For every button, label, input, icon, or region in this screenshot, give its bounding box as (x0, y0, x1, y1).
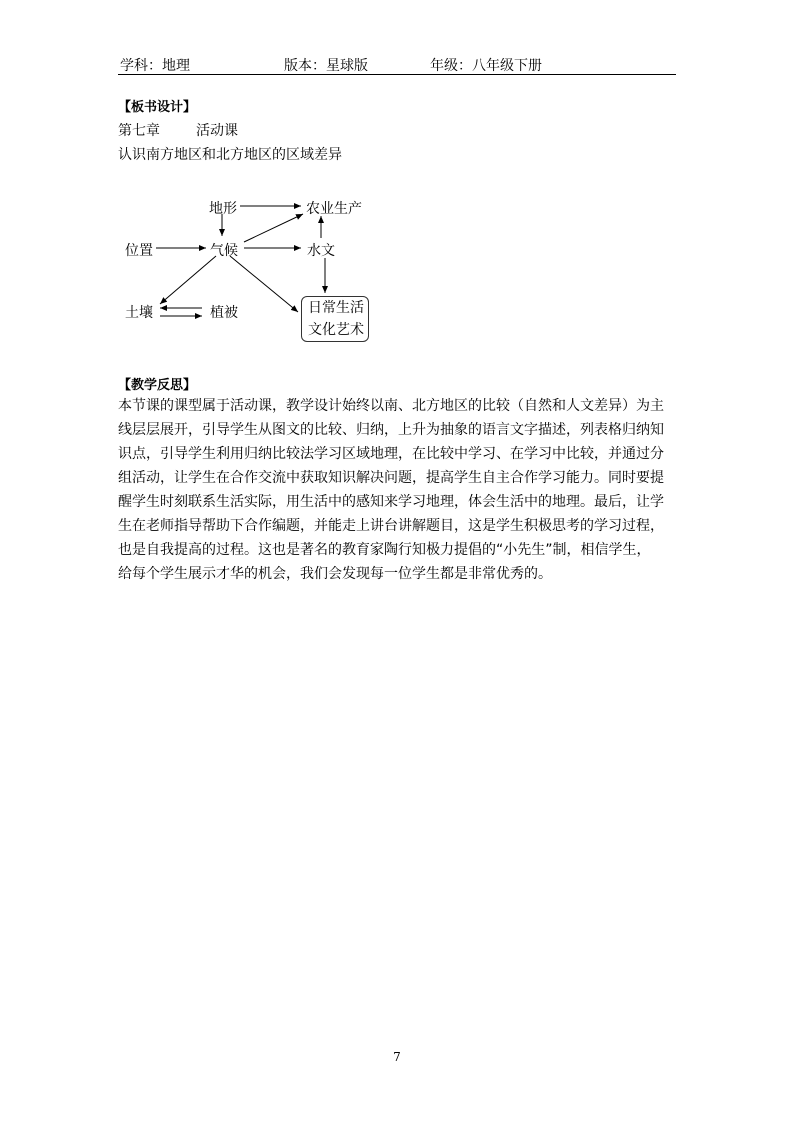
node-location: 位置 (125, 243, 153, 259)
reflection-line: 生在老师指导帮助下合作编题，并能走上讲台讲解题目，这是学生积极思考的学习过程， (118, 518, 664, 534)
board-design-title: 【板书设计】 (118, 100, 197, 115)
header-grade: 年级：八年级下册 (430, 58, 542, 74)
arrow-climate-soil (160, 256, 216, 304)
reflection-line: 醒学生时刻联系生活实际，用生活中的感知来学习地理，体会生活中的地理。最后，让学 (118, 494, 664, 510)
reflection-line: 组活动，让学生在合作交流中获取知识解决问题，提高学生自主合作学习能力。同时要提 (118, 470, 664, 486)
arrow-climate-dailylife (230, 256, 298, 312)
reflection-line: 识点，引导学生利用归纳比较法学习区域地理，在比较中学习、在学习中比较，并通过分 (118, 446, 664, 462)
chapter-line (118, 120, 238, 140)
reflection-line: 线层层展开，引导学生从图文的比较、归纳，上升为抽象的语言文字描述，列表格归纳知 (118, 422, 664, 438)
node-culture-art: 文化艺术 (308, 322, 364, 338)
node-agriculture: 农业生产 (306, 201, 362, 217)
node-life-culture-box (301, 296, 369, 342)
arrow-climate-agriculture (244, 214, 303, 242)
node-landform: 地形 (209, 201, 237, 217)
board-diagram (118, 190, 378, 350)
node-hydrology: 水文 (307, 243, 335, 259)
page-number: 7 (393, 1050, 401, 1064)
header-edition: 版本：星球版 (284, 58, 368, 74)
node-soil: 土壤 (125, 305, 153, 321)
node-daily-life: 日常生活 (308, 300, 364, 316)
node-climate: 气候 (210, 243, 238, 259)
reflection-line: 也是自我提高的过程。这也是著名的教育家陶行知极力提倡的“小先生”制，相信学生， (118, 542, 651, 558)
reflection-title: 【教学反思】 (118, 378, 197, 393)
node-vegetation: 植被 (210, 305, 238, 321)
reflection-line: 本节课的课型属于活动课，教学设计始终以南、北方地区的比较（自然和人文差异）为主 (118, 398, 664, 414)
header-subject: 学科：地理 (120, 58, 190, 74)
reflection-line: 给每个学生展示才华的机会，我们会发现每一位学生都是非常优秀的。 (118, 566, 552, 582)
chapter-name: 活动课 (196, 123, 238, 139)
topic-line: 认识南方地区和北方地区的区域差异 (118, 147, 342, 163)
page-header (118, 52, 676, 75)
reflection-paragraph (118, 394, 674, 586)
chapter-number: 第七章 (118, 123, 160, 139)
